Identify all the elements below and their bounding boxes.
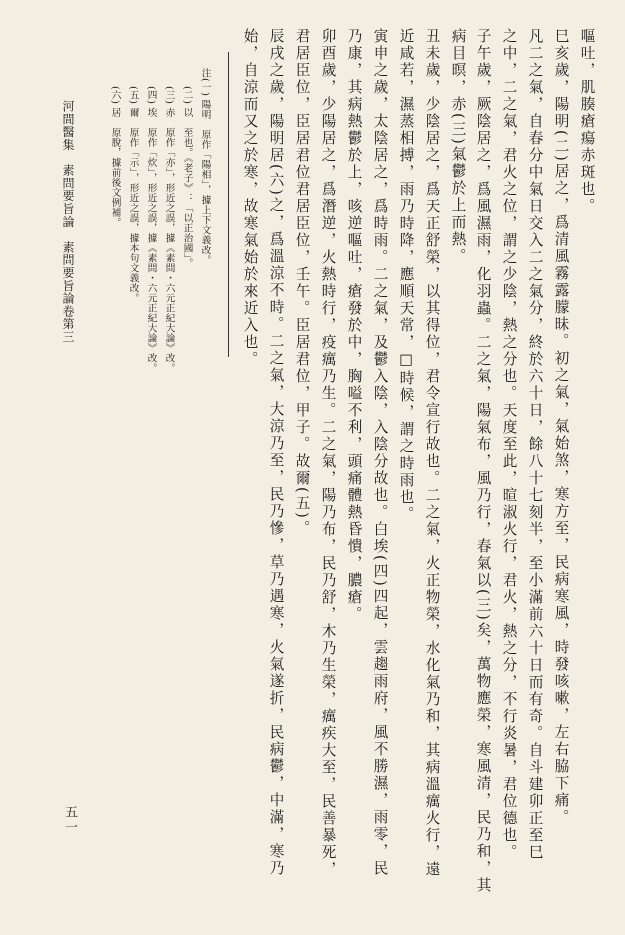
- note-4: (四) 埃 原作「炊」，形近之誤，據《素問・六元正紀大論》改。: [145, 86, 157, 373]
- main-text-col-11: 卯酉歲，少陽居之，爲潛逆，火熱時行，疫癘乃生。二之氣，陽乃布，民乃舒，木乃生榮，癘疾大至，民善暴死，: [319, 28, 337, 878]
- main-text-col-8: 近咸若，濕蒸相搏，雨乃時降，應順天常，□時候，謂之時雨也。: [397, 28, 415, 524]
- main-text-col-5: 子午歲，厥陰居之，爲風濕雨，化羽蟲。二之氣，陽氣布，風乃行，春氣以(三)矣，萬物應榮，寒風清，民乃和，其: [474, 28, 492, 895]
- main-text-col-7: 丑未歲，少陰居之，爲天正舒榮，以其得位，君令宣行故也。二之氣，火正物榮，水化氣乃和，其病溫癘火行，遠: [423, 28, 441, 878]
- note-5: (五) 爾 原作「示」，形近之誤，據本句文義改。: [127, 86, 139, 303]
- page-number: 五一: [62, 805, 77, 835]
- main-text-col-4: 之中，二之氣，君火之位，謂之少陰，熱之分也。天度至此，暄淑火行，君火，熱之分，不行炎暑，君位德也。: [500, 28, 518, 861]
- main-text-col-14: 始，自涼而又之於寒，故寒氣始於來近入也。: [241, 28, 259, 368]
- main-text-col-13: 辰戌之歲，陽明居(六)之，爲溫涼不時。二之氣，大涼乃至，民乃慘，草乃遇寒，火氣遂折，民病鬱，中滿，寒乃: [267, 28, 285, 878]
- main-text-col-6: 病目暝，赤(三)氣鬱於上而熱。: [449, 28, 467, 266]
- main-text-col-2: 巳亥歲，陽明(二)居之，爲清風霧露朦昧。初之氣，氣始煞，寒方至，民病寒風，時發咳嗽，左右脇下痛。: [552, 28, 570, 827]
- main-text-col-1: 嘔吐，肌腠瘡瘍赤斑也。: [578, 28, 596, 215]
- note-2: (二) 以 至也。《老子》：「以正治國」。: [181, 86, 193, 269]
- note-3: (三) 赤 原作「亦」，形近之誤，據《素問・六元正紀大論》改。: [163, 86, 175, 373]
- book-footer: 河間醫集 素問要旨論 素問要旨論卷第三: [61, 100, 75, 344]
- note-6: (六) 居 原脫，據前後文例補。: [109, 86, 121, 228]
- main-text-col-3: 凡二之氣，自春分中氣日交入二之氣分，終於六十日，餘八十七刻半，至小滿前六十日而有奇。自斗建卯正至巳: [526, 28, 544, 861]
- main-text-col-12: 君居臣位，臣居君位君居臣位，壬午。臣居君位，甲子。故爾(五)。: [293, 28, 311, 538]
- main-text-col-9: 寅申之歲，太陰居之，爲時雨。二之氣，及鬱入陰，入陰分故也。白埃(四)四起，雲趨雨府，風不勝濕，雨零，民: [371, 28, 389, 878]
- notes-divider: [228, 52, 229, 357]
- note-1: 注(一) 陽明 原作「陽相」，據上下文義改。: [199, 68, 211, 265]
- main-text-col-10: 乃康，其病熱鬱於上，咳逆嘔吐，瘡發於中，胸嗌不利，頭痛體熱昏憒，膿瘡。: [345, 28, 363, 623]
